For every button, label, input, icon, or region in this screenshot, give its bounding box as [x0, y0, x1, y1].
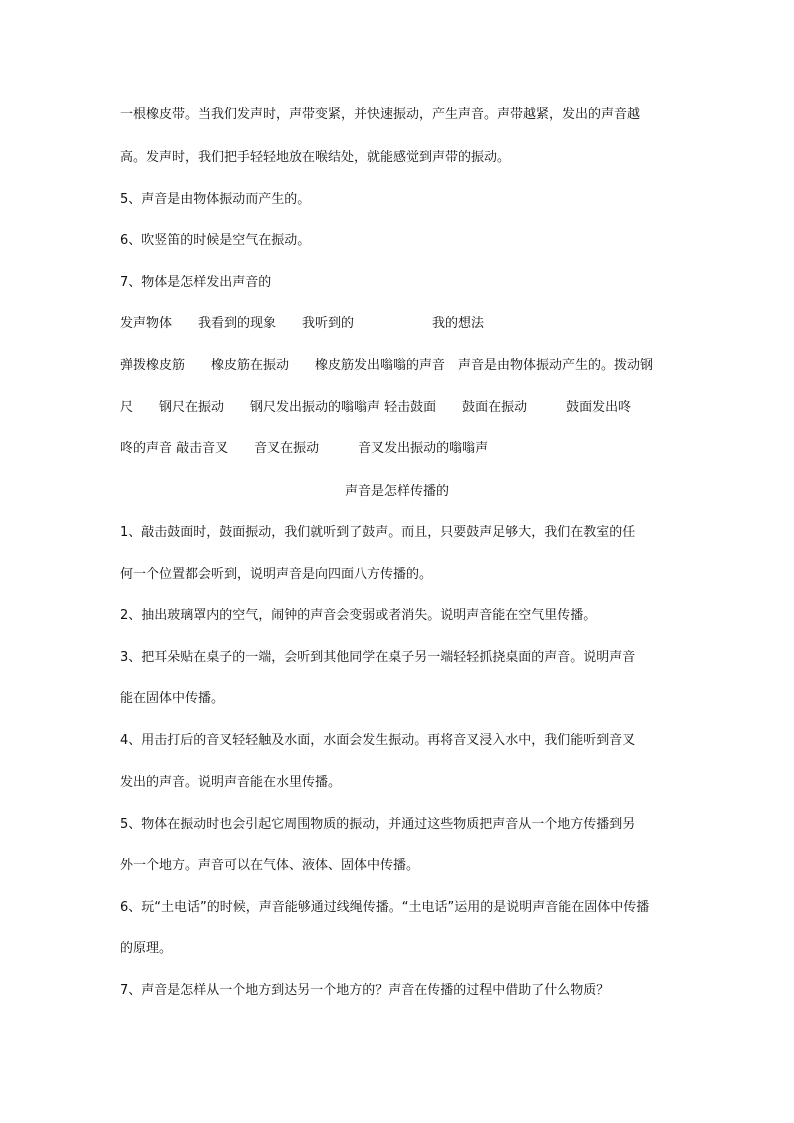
- list-item: 6、玩“土电话”的时候，声音能够通过线绳传播。“土电话”运用的是说明声音能在固体中传播: [120, 900, 650, 915]
- table-row-line: 尺 钢尺在振动 钢尺发出振动的嗡嗡声 轻击鼓面 鼓面在振动 鼓面发出咚: [120, 400, 632, 415]
- list-item: 4、用击打后的音叉轻轻触及水面，水面会发生振动。再将音叉浸入水中，我们能听到音叉: [120, 733, 636, 748]
- list-item: 2、抽出玻璃罩内的空气，闹钟的声音会变弱或者消失。说明声音能在空气里传播。: [120, 608, 597, 623]
- paragraph-line: 的原理。: [120, 941, 173, 956]
- list-item: 3、把耳朵贴在桌子的一端，会听到其他同学在桌子另一端轻轻抓挠桌面的声音。说明声音: [120, 650, 636, 665]
- paragraph-line: 何一个位置都会听到，说明声音是向四面八方传播的。: [120, 567, 433, 582]
- paragraph-line: 发出的声音。说明声音能在水里传播。: [120, 775, 342, 790]
- table-row-line: 咚的声音 敲击音叉 音叉在振动 音叉发出振动的嗡嗡声: [120, 441, 489, 456]
- list-item: 7、物体是怎样发出声音的: [120, 275, 272, 290]
- list-item: 7、声音是怎样从一个地方到达另一个地方的？声音在传播的过程中借助了什么物质？: [120, 983, 610, 998]
- table-header-line: 发声物体 我看到的现象 我听到的 我的想法: [120, 316, 485, 331]
- paragraph-line: 一根橡皮带。当我们发声时，声带变紧，并快速振动，产生声音。声带越紧，发出的声音越: [120, 107, 641, 122]
- list-item: 6、吹竖笛的时候是空气在振动。: [120, 233, 311, 248]
- table-row-line: 弹拨橡皮筋 橡皮筋在振动 橡皮筋发出嗡嗡的声音 声音是由物体振动产生的。拨动钢: [120, 358, 654, 373]
- list-item: 5、物体在振动时也会引起它周围物质的振动，并通过这些物质把声音从一个地方传播到另: [120, 817, 636, 832]
- list-item: 1、敲击鼓面时，鼓面振动，我们就听到了鼓声。而且，只要鼓声足够大，我们在教室的任: [120, 525, 636, 540]
- paragraph-line: 外一个地方。声音可以在气体、液体、固体中传播。: [120, 858, 420, 873]
- list-item: 5、声音是由物体振动而产生的。: [120, 192, 311, 207]
- paragraph-line: 高。发声时，我们把手轻轻地放在喉结处，就能感觉到声带的振动。: [120, 150, 511, 165]
- paragraph-line: 能在固体中传播。: [120, 691, 225, 706]
- section-heading: 声音是怎样传播的: [344, 484, 449, 499]
